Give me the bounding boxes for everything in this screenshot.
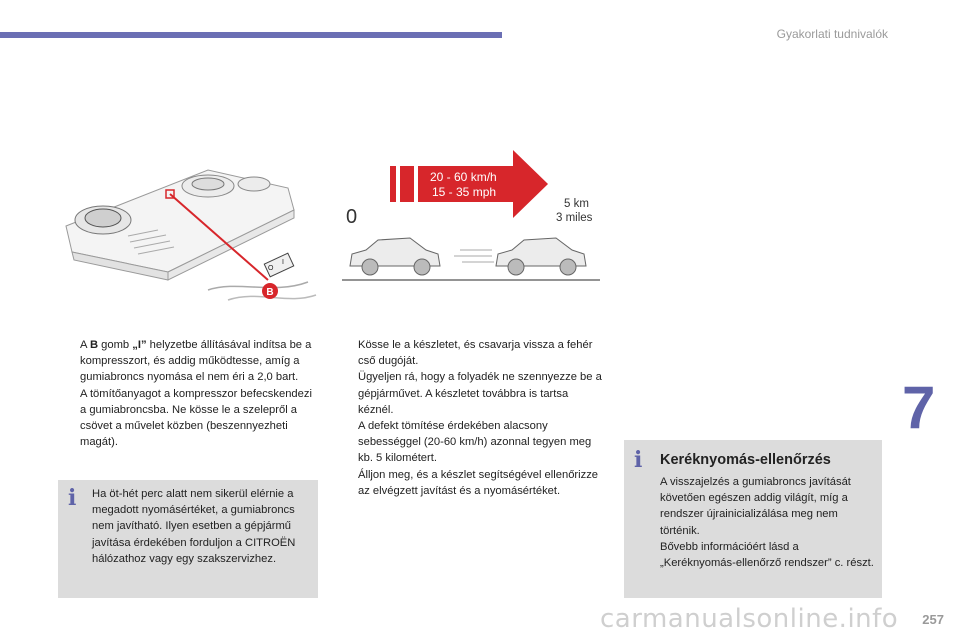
info-box-text: Ha öt-hét perc alatt nem sikerül elérnie a megadott nyomásértéket, a gumiabroncs nem javítható. Ilyen esetben a gépjármű javítása érdekében forduljon a CITROËN hálózathoz vagy egy szakszervizhez. [92, 488, 296, 565]
info-icon: i [634, 447, 643, 473]
instructions-column-2 [342, 337, 604, 499]
header-rule [0, 32, 502, 38]
item-rest: helyzetbe állításával indítsa be a kompresszort, és addig működtesse, amíg a gumiabroncs nyomása el nem éri a 2,0 bart. [80, 339, 312, 384]
switch-label-off: O [268, 265, 274, 272]
item-text: Kösse le a készletet, és csavarja vissza a fehér cső dugóját. [358, 339, 593, 368]
item-continuation: Ügyeljen rá, hogy a folyadék ne szennyezze be a gépjárművet. A készletet továbbra is tartsa kéznél. [358, 371, 602, 416]
item-text: A defekt tömítése érdekében alacsony sebességgel (20-60 km/h) azonnal tegyen meg kb. 5 kilométert. [358, 420, 592, 465]
distance-start-label: 0 [346, 206, 358, 228]
distance-km-label: 5 km [564, 198, 589, 210]
position-i-ref: „I” [132, 339, 147, 351]
speed-kmh-label: 20 - 60 km/h [430, 170, 497, 184]
button-b-label: B [266, 287, 274, 298]
repair-kit-illustration [58, 140, 318, 310]
button-b-ref: B [89, 339, 99, 351]
item-text: Álljon meg, és a készlet segítségével ellenőrizze az elvégzett javítást és a nyomásértéket. [358, 468, 599, 497]
speed-mph-label: 15 - 35 mph [432, 185, 497, 199]
instructions-column-1 [64, 337, 320, 450]
list-item [342, 418, 604, 467]
distance-miles-label: 3 miles [556, 212, 593, 224]
page-number: 257 [922, 612, 944, 627]
info-box-text-2: Bővebb információért lásd a „Keréknyomás-ellenőrző rendszer” c. részt. [660, 541, 874, 570]
list-item [342, 467, 604, 499]
section-title: Gyakorlati tudnivalók [776, 27, 888, 41]
info-box-title: Keréknyomás-ellenőrzés [660, 452, 831, 468]
info-box-tyre-pressure-check [624, 440, 882, 598]
chapter-number: 7 [902, 374, 936, 441]
info-box-text: A visszajelzés a gumiabroncs javítását követően egészen addig világít, míg a rendszer újrainicializálása meg nem történik. [660, 476, 851, 537]
repair-kit-drawing [58, 140, 318, 310]
switch-label-on: I [282, 259, 284, 266]
item-prefix: A [80, 339, 90, 351]
list-item [64, 337, 320, 386]
speed-illustration [342, 146, 604, 288]
item-continuation: A tömítőanyagot a kompresszor befecskendezi a gumiabroncsba. Ne kösse le a szelepről a csövet a művelet közben (beszennyezheti magát). [80, 387, 312, 449]
watermark: carmanualsonline.info [600, 604, 899, 634]
info-box-pressure-failure [58, 480, 318, 598]
info-icon: i [68, 485, 77, 511]
list-item [342, 337, 604, 369]
item-mid: gomb [98, 339, 133, 351]
